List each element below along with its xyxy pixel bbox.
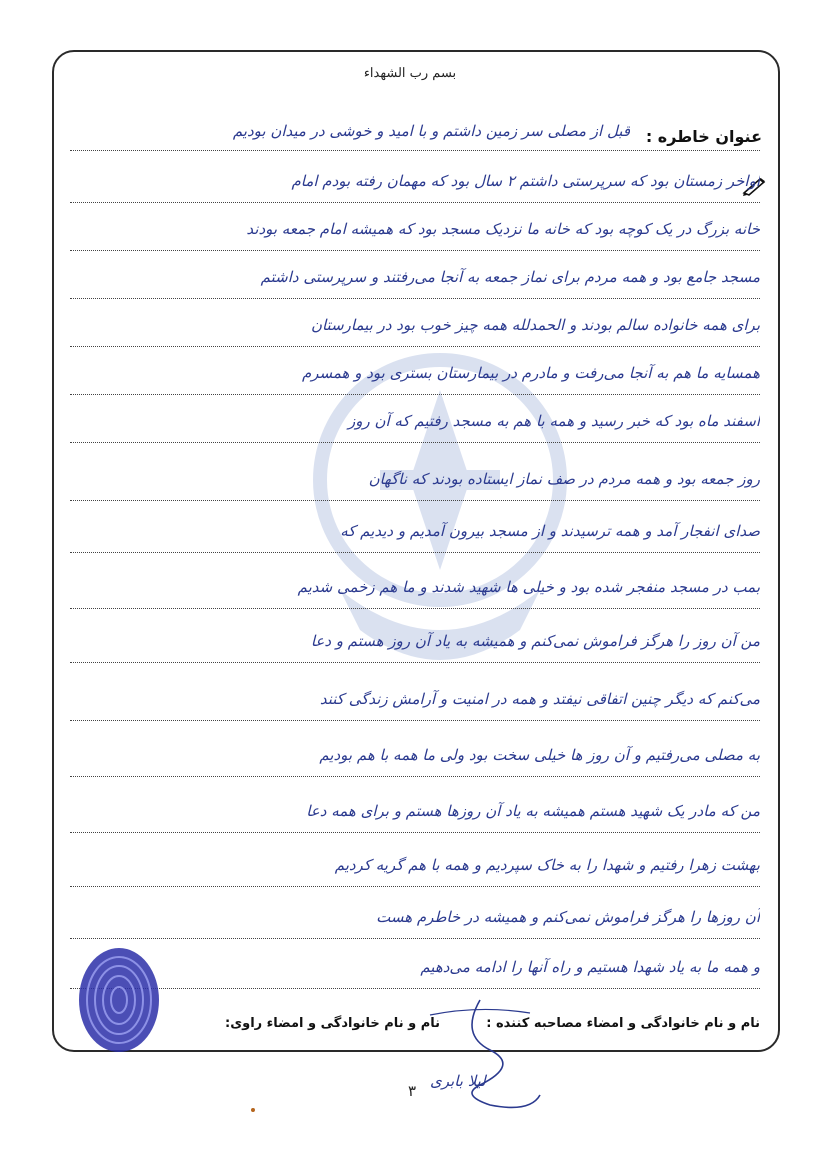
handwritten-line: آن روزها را هرگز فراموش نمی‌کنم و همیشه در خاطرم هست — [376, 908, 760, 926]
handwritten-line: مسجد جامع بود و همه مردم برای نماز جمعه به آنجا می‌رفتند و سرپرستی داشتم — [260, 268, 760, 286]
handwritten-line: اواخر زمستان بود که سرپرستی داشتم ۲ سال بود که مهمان رفته بودم امام — [291, 172, 760, 190]
document-header: بسم رب الشهداء — [363, 66, 457, 81]
dotted-line — [70, 776, 760, 777]
dotted-line — [70, 886, 760, 887]
dotted-line — [70, 832, 760, 833]
fingerprint-stamp — [74, 944, 164, 1056]
dotted-line — [70, 720, 760, 721]
handwritten-line: همسایه ما هم به آنجا می‌رفت و مادرم در بیمارستان بستری بود و همسرم — [301, 364, 760, 382]
handwritten-line: به مصلی می‌رفتیم و آن روز ها خیلی سخت بود ولی ما همه با هم بودیم — [319, 746, 760, 764]
handwritten-line: من که مادر یک شهید هستم همیشه به یاد آن روزها هستم و برای همه دعا — [306, 802, 760, 820]
dotted-line — [70, 150, 760, 151]
page-number: ۳ — [408, 1082, 417, 1100]
dotted-line — [70, 552, 760, 553]
handwritten-line: می‌کنم که دیگر چنین اتفاقی نیفتد و همه در امنیت و آرامش زندگی کنند — [319, 690, 760, 708]
dotted-line — [70, 250, 760, 251]
handwritten-line: برای همه خانواده سالم بودند و الحمدلله همه چیز خوب بود در بیمارستان — [310, 316, 760, 334]
dotted-line — [70, 662, 760, 663]
handwritten-line: روز جمعه بود و همه مردم در صف نماز ایستاده بودند که ناگهان — [368, 470, 760, 488]
dotted-line — [70, 988, 760, 989]
handwritten-line: صدای انفجار آمد و همه ترسیدند و از مسجد بیرون آمدیم و دیدیم که — [340, 522, 760, 540]
dotted-line — [70, 298, 760, 299]
handwritten-line: خانه بزرگ در یک کوچه بود که خانه ما نزدیک مسجد بود که همیشه امام جمعه بودند — [246, 220, 760, 238]
title-label: عنوان خاطره : — [645, 127, 762, 146]
dotted-line — [70, 608, 760, 609]
handwritten-line: من آن روز را هرگز فراموش نمی‌کنم و همیشه به یاد آن روز هستم و دعا — [310, 632, 760, 650]
narrator-signature-label: نام و نام خانوادگی و امضاء راوی: — [225, 1016, 440, 1031]
ink-dot — [251, 1108, 255, 1112]
dotted-line — [70, 500, 760, 501]
dotted-line — [70, 346, 760, 347]
handwritten-line: اسفند ماه بود که خبر رسید و همه با هم به مسجد رفتیم که آن روز — [347, 412, 760, 430]
dotted-line — [70, 442, 760, 443]
handwritten-line: و همه ما به یاد شهدا هستیم و راه آنها را ادامه می‌دهیم — [420, 958, 760, 976]
dotted-line — [70, 394, 760, 395]
dotted-line — [70, 202, 760, 203]
title-value: قبل از مصلی سر زمین داشتم و با امید و خوشی در میدان بودیم — [232, 122, 630, 140]
interviewer-signature-label: نام و نام خانوادگی و امضاء مصاحبه کننده : — [486, 1016, 760, 1031]
dotted-line — [70, 938, 760, 939]
handwritten-line: بمب در مسجد منفجر شده بود و خیلی ها شهید شدند و ما هم زخمی شدیم — [297, 578, 760, 596]
handwritten-signature — [420, 995, 550, 1115]
signature-name: لیلا بابری — [430, 1072, 486, 1090]
handwritten-line: بهشت زهرا رفتیم و شهدا را به خاک سپردیم و همه با هم گریه کردیم — [334, 856, 760, 874]
